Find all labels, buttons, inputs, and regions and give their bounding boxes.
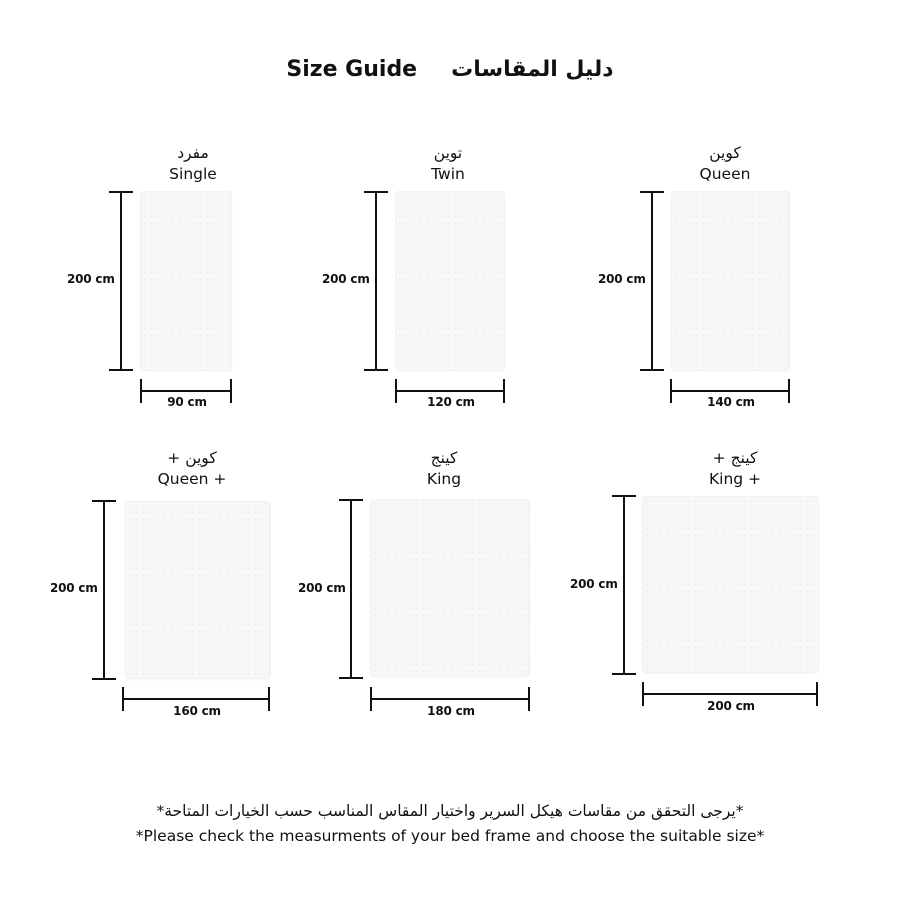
width-dimension-line <box>643 693 818 695</box>
length-label: 200 cm <box>50 581 98 595</box>
length-dimension-line <box>375 192 377 371</box>
length-dimension-cap-bottom <box>339 677 363 679</box>
size-name-arabic: كينج + <box>712 449 758 467</box>
size-name <box>387 143 509 185</box>
mattress-shape <box>396 192 504 370</box>
length-dimension-cap-top <box>612 495 636 497</box>
width-dimension-line <box>671 390 790 392</box>
size-name-arabic: كوين <box>709 144 741 162</box>
size-name <box>674 448 796 490</box>
mattress-shape <box>672 192 789 370</box>
size-name-english: Queen + <box>157 470 227 488</box>
length-dimension-cap-top <box>640 191 664 193</box>
size-name <box>131 448 253 490</box>
width-dimension-line <box>371 698 530 700</box>
length-dimension-cap-top <box>339 499 363 501</box>
length-dimension-cap-bottom <box>612 673 636 675</box>
width-dimension-line <box>123 698 270 700</box>
size-name-english: Queen <box>699 165 751 183</box>
width-label: 160 cm <box>173 704 221 718</box>
mattress-shape <box>643 497 818 672</box>
size-name <box>383 448 505 490</box>
length-label: 200 cm <box>67 272 115 286</box>
width-label: 140 cm <box>707 395 755 409</box>
mattress-shape <box>126 502 270 678</box>
length-label: 200 cm <box>570 577 618 591</box>
size-name-english: Twin <box>431 165 465 183</box>
width-dimension-line <box>396 390 505 392</box>
size-name-english: King <box>426 470 462 488</box>
width-label: 200 cm <box>707 699 755 713</box>
page-title <box>0 52 900 86</box>
width-label: 120 cm <box>427 395 475 409</box>
size-name-arabic: كوين + <box>167 449 217 467</box>
length-dimension-line <box>651 192 653 371</box>
length-dimension-line <box>350 500 352 679</box>
mattress-shape <box>371 500 529 676</box>
length-dimension-cap-top <box>92 500 116 502</box>
length-dimension-cap-bottom <box>640 369 664 371</box>
length-label: 200 cm <box>322 272 370 286</box>
length-dimension-line <box>623 496 625 675</box>
size-name-arabic: توين <box>433 144 463 162</box>
size-name <box>132 143 254 185</box>
size-name-arabic: كينج <box>430 449 458 467</box>
title-english: Size Guide <box>286 56 418 82</box>
length-dimension-line <box>103 501 105 680</box>
length-dimension-cap-top <box>109 191 133 193</box>
length-dimension-cap-bottom <box>92 678 116 680</box>
title-arabic: دليل المقاسات <box>451 56 614 82</box>
footer-note-english: *Please check the measurments of your bed frame and choose the suitable size* <box>135 827 765 845</box>
length-label: 200 cm <box>298 581 346 595</box>
size-name-english: King + <box>708 470 762 488</box>
size-name-english: Single <box>169 165 217 183</box>
size-name <box>664 143 786 185</box>
length-dimension-cap-bottom <box>109 369 133 371</box>
footer-note-arabic: *يرجى التحقق من مقاسات هيكل السرير واختيار المقاس المناسب حسب الخيارات المتاحة* <box>156 802 744 820</box>
size-name-arabic: مفرد <box>177 144 209 162</box>
length-label: 200 cm <box>598 272 646 286</box>
length-dimension-cap-top <box>364 191 388 193</box>
length-dimension-line <box>120 192 122 371</box>
width-label: 90 cm <box>167 395 207 409</box>
width-label: 180 cm <box>427 704 475 718</box>
width-dimension-line <box>141 390 232 392</box>
length-dimension-cap-bottom <box>364 369 388 371</box>
mattress-shape <box>141 192 231 370</box>
